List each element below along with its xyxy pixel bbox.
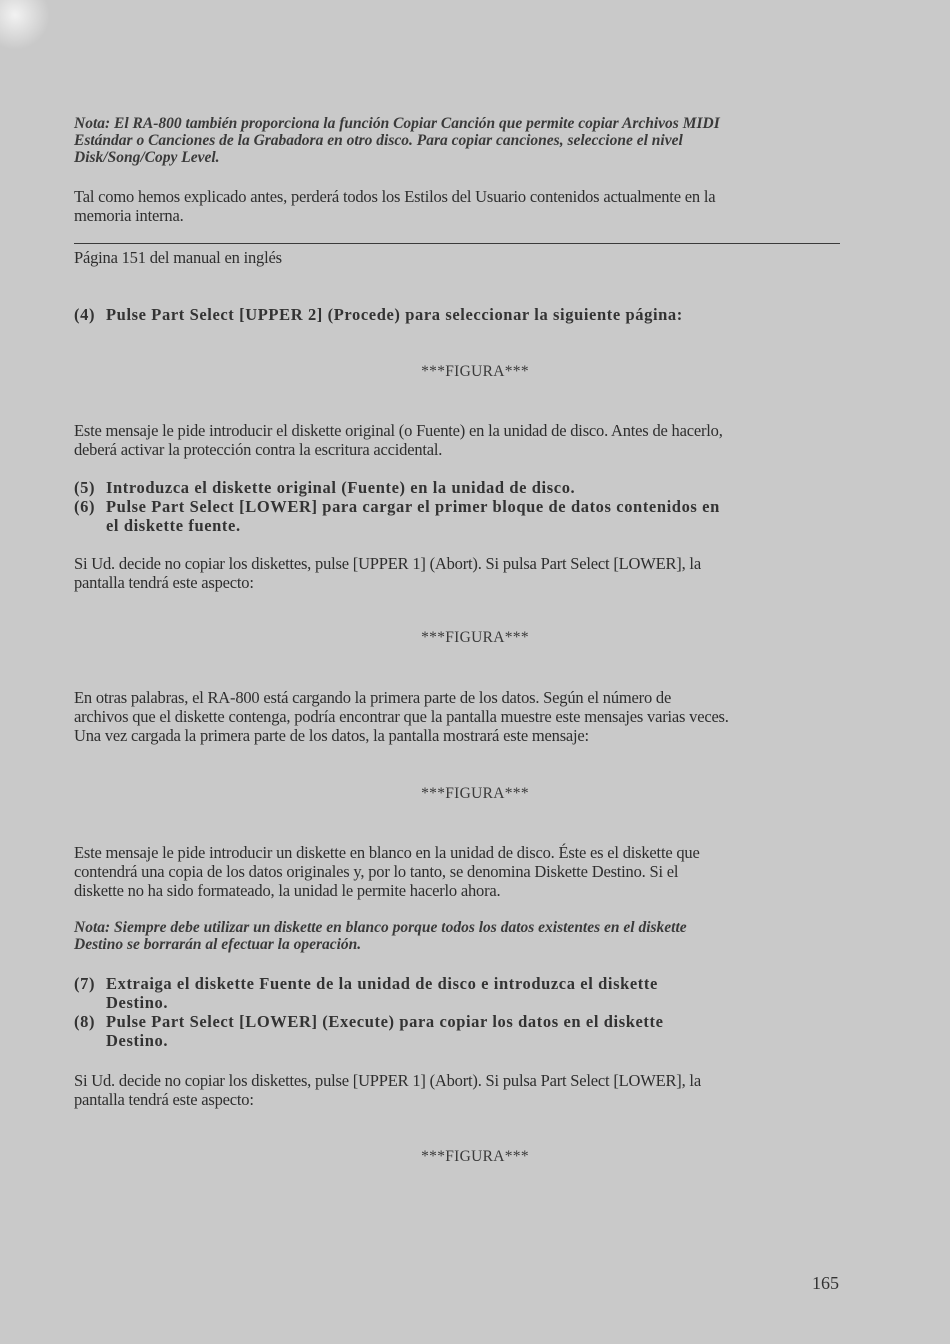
figure-placeholder-1: ***FIGURA*** <box>421 363 529 380</box>
step-7 <box>74 974 844 993</box>
page-number: 165 <box>812 1273 839 1293</box>
paragraph-insert-source <box>74 421 844 459</box>
text-line: Este mensaje le pide introducir un diskette en blanco en la unidad de disco. Éste es el diskette que <box>74 843 700 862</box>
text-line: Si Ud. decide no copiar los diskettes, pulse [UPPER 1] (Abort). Si pulsa Part Select [LOWER], la <box>74 554 701 573</box>
step-number: (5) <box>74 478 96 497</box>
text-line: Una vez cargada la primera parte de los datos, la pantalla mostrará este mensaje: <box>74 726 589 745</box>
steps-5-6 <box>74 478 844 535</box>
step-5 <box>74 478 844 497</box>
step-text: Introduzca el diskette original (Fuente) en la unidad de disco. <box>106 478 576 497</box>
paragraph-user-styles <box>74 187 844 225</box>
step-4 <box>74 305 844 324</box>
step-number: (4) <box>74 305 96 324</box>
step-text-continuation: Destino. <box>106 1031 169 1050</box>
step-text: Pulse Part Select [LOWER] para cargar el primer bloque de datos contenidos en <box>106 497 720 516</box>
step-number: (6) <box>74 497 96 516</box>
step-text-continuation: Destino. <box>106 993 169 1012</box>
text-line: deberá activar la protección contra la escritura accidental. <box>74 440 443 459</box>
text-line: Nota: Siempre debe utilizar un diskette en blanco porque todos los datos existentes en el diskette <box>74 919 687 936</box>
page-reference: Página 151 del manual en inglés <box>74 248 282 267</box>
text-line: archivos que el diskette contenga, podría encontrar que la pantalla muestre este mensajes varias veces. <box>74 707 729 726</box>
paragraph-insert-blank <box>74 843 844 900</box>
text-line: pantalla tendrá este aspecto: <box>74 1090 254 1109</box>
note-copy-song <box>74 115 844 166</box>
text-line: Si Ud. decide no copiar los diskettes, pulse [UPPER 1] (Abort). Si pulsa Part Select [LOWER], la <box>74 1071 701 1090</box>
step-text: Pulse Part Select [LOWER] (Execute) para copiar los datos en el diskette <box>106 1012 664 1031</box>
step-number: (8) <box>74 1012 96 1031</box>
paragraph-abort-2 <box>74 1071 844 1109</box>
steps-7-8 <box>74 974 844 1050</box>
scan-corner-highlight <box>0 0 50 50</box>
text-line: Nota: El RA-800 también proporciona la función Copiar Canción que permite copiar Archivos MIDI <box>74 115 720 132</box>
text-line: Este mensaje le pide introducir el diskette original (o Fuente) en la unidad de disco. Antes de hacerlo, <box>74 421 723 440</box>
note-blank-diskette <box>74 919 844 953</box>
paragraph-abort-1 <box>74 554 844 592</box>
step-number: (7) <box>74 974 96 993</box>
step-6 <box>74 497 844 516</box>
paragraph-loading-data <box>74 688 844 745</box>
text-line: Tal como hemos explicado antes, perderá todos los Estilos del Usuario contenidos actualmente en la <box>74 187 716 206</box>
text-line: pantalla tendrá este aspecto: <box>74 573 254 592</box>
text-line: Destino se borrarán al efectuar la operación. <box>74 936 362 953</box>
step-text: Pulse Part Select [UPPER 2] (Procede) para seleccionar la siguiente página: <box>106 305 683 324</box>
figure-placeholder-3: ***FIGURA*** <box>421 785 529 802</box>
text-line: Estándar o Canciones de la Grabadora en otro disco. Para copiar canciones, seleccione el nivel <box>74 132 683 149</box>
text-line: diskette no ha sido formateado, la unidad le permite hacerlo ahora. <box>74 881 501 900</box>
figure-placeholder-4: ***FIGURA*** <box>421 1148 529 1165</box>
text-line: Disk/Song/Copy Level. <box>74 149 220 166</box>
figure-placeholder-2: ***FIGURA*** <box>421 629 529 646</box>
step-8 <box>74 1012 844 1031</box>
text-line: contendrá una copia de los datos originales y, por lo tanto, se denomina Diskette Destino. Si el <box>74 862 679 881</box>
text-line: memoria interna. <box>74 206 184 225</box>
step-text: Extraiga el diskette Fuente de la unidad de disco e introduzca el diskette <box>106 974 658 993</box>
step-text-continuation: el diskette fuente. <box>106 516 241 535</box>
horizontal-rule <box>74 243 840 244</box>
text-line: En otras palabras, el RA-800 está cargando la primera parte de los datos. Según el número de <box>74 688 672 707</box>
